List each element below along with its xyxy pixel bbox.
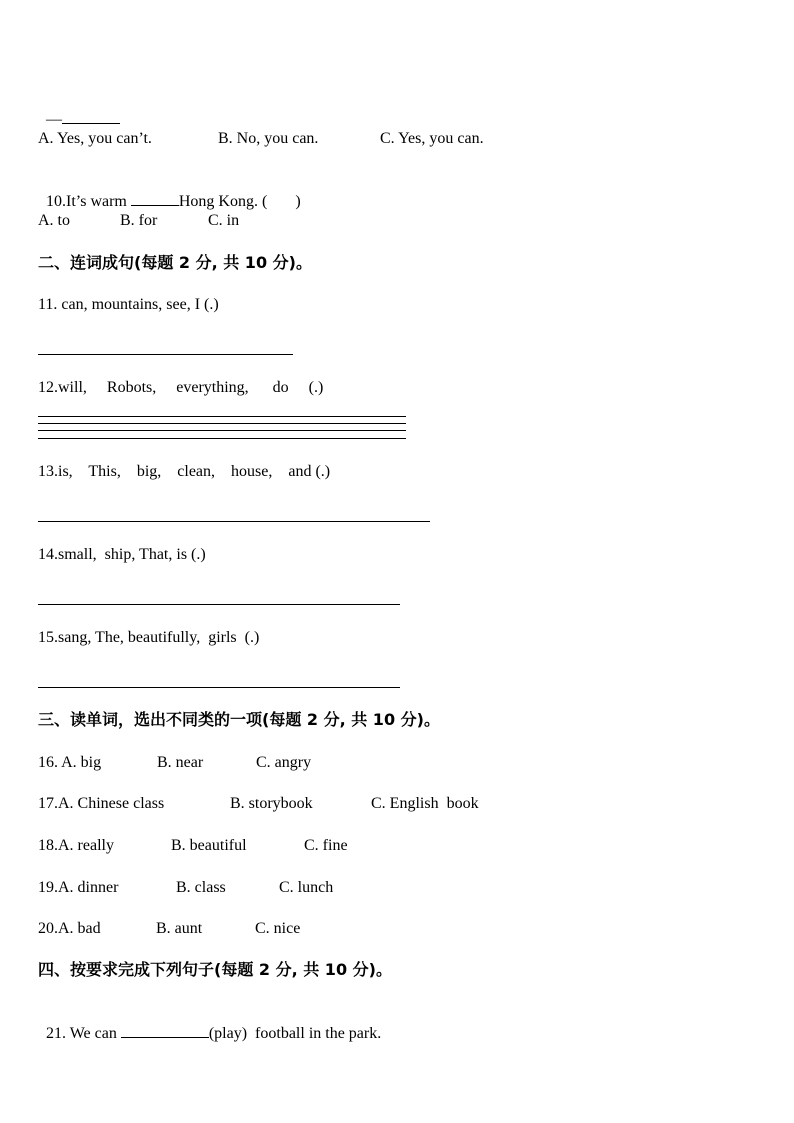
q15-words: 15.sang, The, beautifully, girls (.) <box>38 629 260 646</box>
dash-mark: — <box>46 111 62 128</box>
q12-answer-line-4[interactable] <box>38 438 406 439</box>
q10-close: ) <box>295 193 301 210</box>
q12-words: 12.will, Robots, everything, do (.) <box>38 379 324 396</box>
q21-prefix: 21. We can <box>46 1025 121 1042</box>
q19-option-c[interactable]: C. lunch <box>279 879 334 896</box>
q21-question <box>38 1002 382 1042</box>
q19-row <box>38 878 538 898</box>
q9-option-b[interactable]: B. No, you can. <box>218 130 319 147</box>
q19-option-a[interactable]: 19.A. dinner <box>38 879 119 896</box>
q10-prefix: 10.It’s warm <box>46 193 131 210</box>
q18-option-b[interactable]: B. beautiful <box>171 837 247 854</box>
q9-option-c[interactable]: C. Yes, you can. <box>380 130 484 147</box>
q12-answer-line-1[interactable] <box>38 416 406 417</box>
section2-title: 二、连词成句(每题 2 分, 共 10 分)。 <box>38 253 312 272</box>
answer-blank[interactable] <box>62 108 120 124</box>
q9-option-a[interactable]: A. Yes, you can’t. <box>38 130 152 147</box>
q10-option-c[interactable]: C. in <box>208 212 240 229</box>
q17-row <box>38 794 598 814</box>
q11-words: 11. can, mountains, see, I (.) <box>38 296 219 313</box>
section3-title: 三、读单词，选出不同类的一项(每题 2 分, 共 10 分)。 <box>38 710 440 729</box>
q18-option-a[interactable]: 18.A. really <box>38 837 114 854</box>
q12-answer-line-3[interactable] <box>38 430 406 431</box>
q10-option-a[interactable]: A. to <box>38 212 70 229</box>
q15-answer-line[interactable] <box>38 687 400 688</box>
q20-option-a[interactable]: 20.A. bad <box>38 920 101 937</box>
q14-answer-line[interactable] <box>38 604 400 605</box>
q13-words: 13.is, This, big, clean, house, and (.) <box>38 463 331 480</box>
q9-answer-line <box>38 88 120 128</box>
q10-options <box>38 211 438 231</box>
q16-option-c[interactable]: C. angry <box>256 754 312 771</box>
q20-row <box>38 919 538 939</box>
q18-row <box>38 836 538 856</box>
q10-suffix: Hong Kong. ( <box>178 193 268 210</box>
q16-option-b[interactable]: B. near <box>157 754 204 771</box>
q10-question <box>38 170 301 210</box>
q17-option-a[interactable]: 17.A. Chinese class <box>38 795 165 812</box>
q16-row <box>38 753 538 773</box>
q11-answer-line[interactable] <box>38 354 293 355</box>
q19-option-b[interactable]: B. class <box>176 879 226 896</box>
q20-option-c[interactable]: C. nice <box>255 920 301 937</box>
q10-option-b[interactable]: B. for <box>120 212 158 229</box>
q12-answer-line-2[interactable] <box>38 423 406 424</box>
q10-blank[interactable] <box>131 190 179 206</box>
q13-answer-line[interactable] <box>38 521 430 522</box>
q16-option-a[interactable]: 16. A. big <box>38 754 102 771</box>
q9-options <box>38 129 738 149</box>
q21-blank[interactable] <box>121 1022 209 1038</box>
section4-title: 四、按要求完成下列句子(每题 2 分, 共 10 分)。 <box>38 960 392 979</box>
q14-words: 14.small, ship, That, is (.) <box>38 546 206 563</box>
q17-option-b[interactable]: B. storybook <box>230 795 313 812</box>
q20-option-b[interactable]: B. aunt <box>156 920 203 937</box>
q21-suffix: (play) football in the park. <box>208 1025 382 1042</box>
q18-option-c[interactable]: C. fine <box>304 837 348 854</box>
q17-option-c[interactable]: C. English book <box>371 795 479 812</box>
